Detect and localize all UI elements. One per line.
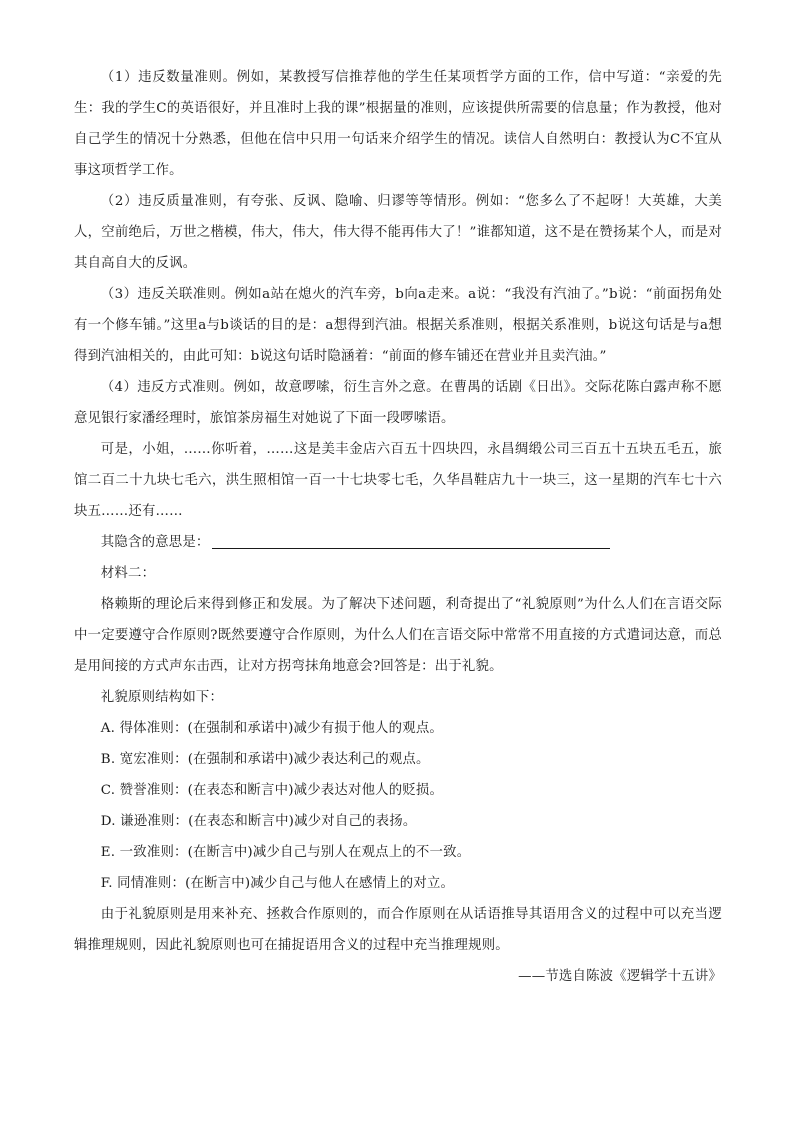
paragraph-quantity-maxim: （1）违反数量准则。例如，某教授写信推荐他的学生任某项哲学方面的工作，信中写道：“亲爱的先生：我的学生C的英语很好，并且准时上我的课”根据量的准则，应该提供所需要的信息量；作为教授，他对自己学生的情况十分熟悉，但他在信中只用一句话来介绍学生的情况。读信人自然明白：教授认为C不宜从事这项哲学工作。 <box>74 70 722 178</box>
material-two-heading: 材料二： <box>100 566 156 581</box>
paragraph-politeness-principle: 格赖斯的理论后来得到修正和发展。为了解决下述问题，利奇提出了“礼貌原则”为什么人们在言语交际中一定要遵守合作原则?既然要遵守合作原则，为什么人们在言语交际中常常不用直接的方式遣词达意，而总是用间接的方式声东击西，让对方拐弯抹角地意会?回答是：出于礼貌。 <box>74 597 722 674</box>
implied-meaning-label: 其隐含的意思是： <box>100 535 210 550</box>
paragraph-quality-maxim: （2）违反质量准则，有夸张、反讽、隐喻、归谬等等情形。例如：“您多么了不起呀！大英雄，大美人，空前绝后，万世之楷模，伟大，伟大，伟大得不能再伟大了！”谁都知道，这不是在赞扬某个人，而是对其自高自大的反讽。 <box>74 194 722 271</box>
list-item-generosity-maxim: B. 宽宏准则：(在强制和承诺中)减少表达利己的观点。 <box>100 752 430 767</box>
document-body <box>74 62 722 992</box>
implied-meaning-question <box>74 527 722 558</box>
list-item-approbation-maxim: C. 赞誉准则：(在表态和断言中)减少表达对他人的贬损。 <box>100 783 444 798</box>
paragraph-relation-maxim: （3）违反关联准则。例如a站在熄火的汽车旁，b向a走来。a说：“我没有汽油了。”b说：“前面拐角处有一个修车铺。”这里a与b谈话的目的是：a想得到汽油。根据关系准则，根据关系准则，b说这句话是与a想得到汽油相关的，由此可知：b说这句话时隐涵着：“前面的修车铺还在营业并且卖汽油。” <box>74 287 722 364</box>
answer-blank-line[interactable] <box>212 534 610 549</box>
paragraph-quote-fusheng: 可是，小姐，……你听着，……这是美丰金店六百五十四块四，永昌绸缎公司三百五十五块五毛五，旅馆二百二十九块七毛六，洪生照相馆一百一十七块零七毛，久华昌鞋店九十一块三，这一星期的汽车七十六块五……还有…… <box>74 442 722 519</box>
paragraph-manner-maxim: （4）违反方式准则。例如，故意啰嗦，衍生言外之意。在曹禺的话剧《日出》。交际花陈白露声称不愿意见银行家潘经理时，旅馆茶房福生对她说了下面一段啰嗦语。 <box>74 380 722 426</box>
politeness-structure-intro: 礼貌原则结构如下： <box>100 690 224 705</box>
list-item-agreement-maxim: E. 一致准则：(在断言中)减少自己与别人在观点上的不一致。 <box>100 845 471 860</box>
list-item-modesty-maxim: D. 谦逊准则：(在表态和断言中)减少对自己的表扬。 <box>100 814 417 829</box>
source-citation: ——节选自陈波《逻辑学十五讲》 <box>518 969 722 984</box>
list-item-tact-maxim: A. 得体准则：(在强制和承诺中)减少有损于他人的观点。 <box>100 721 444 736</box>
list-item-sympathy-maxim: F. 同情准则：(在断言中)减少自己与他人在感情上的对立。 <box>100 876 455 891</box>
paragraph-conclusion: 由于礼貌原则是用来补充、拯救合作原则的，而合作原则在从话语推导其语用含义的过程中可以充当逻辑推理规则，因此礼貌原则也可在捕捉语用含义的过程中充当推理规则。 <box>74 907 722 953</box>
